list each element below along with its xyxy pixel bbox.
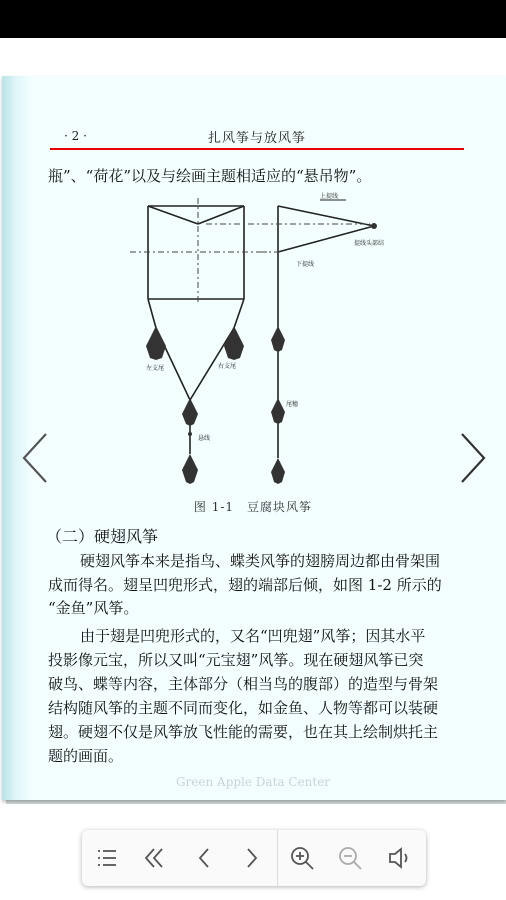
bottom-toolbar — [82, 830, 426, 886]
text-line: 成而得名。翅呈凹兜形式，翅的端部后倾，如图 1-2 所示的 — [48, 576, 442, 594]
toolbar-divider — [277, 830, 278, 886]
text-line: 题的画面。 — [48, 747, 124, 765]
text-line: 破鸟、蝶等内容，主体部分（相当鸟的腹部）的造型与骨架 — [48, 675, 439, 693]
text-line: 翅。硬翅不仅是风筝放飞性能的需要，也在其上绘制烘托主 — [48, 723, 439, 741]
speaker-icon[interactable] — [384, 842, 416, 874]
header-rule — [50, 148, 464, 150]
label-hang: 悬线 — [198, 435, 211, 442]
double-chevron-left-icon[interactable] — [138, 842, 170, 874]
book-title: 扎风筝与放风筝 — [207, 131, 306, 146]
label-left-tail: 左支尾 — [146, 365, 165, 372]
text-line: 硬翅风筝本来是指鸟、蝶类风筝的翅膀周边都由骨架围 — [80, 552, 441, 570]
chevron-left-icon[interactable] — [188, 842, 220, 874]
previous-page-arrow-icon[interactable] — [20, 430, 50, 486]
label-tail: 尾穗 — [286, 401, 299, 408]
zoom-in-icon[interactable] — [286, 842, 318, 874]
watermark: Green Apple Data Center — [175, 775, 331, 789]
label-tie-point: 提线头部结 — [354, 240, 385, 247]
next-page-arrow-icon[interactable] — [458, 430, 488, 486]
text-line: 由于翅是凹兜形式的，又名“凹兜翅”风筝；因其水平 — [80, 627, 426, 645]
label-right-tail: 右支尾 — [218, 363, 237, 370]
page-number: · 2 · — [64, 129, 87, 143]
chevron-right-icon[interactable] — [236, 842, 268, 874]
label-lower-line: 下提线 — [296, 261, 315, 268]
status-bar — [0, 0, 506, 38]
zoom-out-icon[interactable] — [334, 842, 366, 874]
page-header — [50, 126, 464, 146]
text-line: 投影像元宝，所以又叫“元宝翅”风筝。现在硬翅风筝已突 — [48, 651, 424, 669]
section-title: （二）硬翅风筝 — [46, 527, 159, 546]
text-line: 结构随风筝的主题不同而变化，如金鱼、人物等都可以装硬 — [48, 699, 439, 717]
kite-diagram — [120, 188, 400, 493]
label-upper-line: 上提线 — [320, 193, 339, 200]
list-icon[interactable] — [91, 842, 123, 874]
figure-caption: 图 1-1 豆腐块风筝 — [193, 500, 313, 514]
text-line: “金鱼”风筝。 — [48, 599, 139, 617]
text-line: 瓶”、“荷花”以及与绘画主题相适应的“悬吊物”。 — [48, 167, 372, 185]
